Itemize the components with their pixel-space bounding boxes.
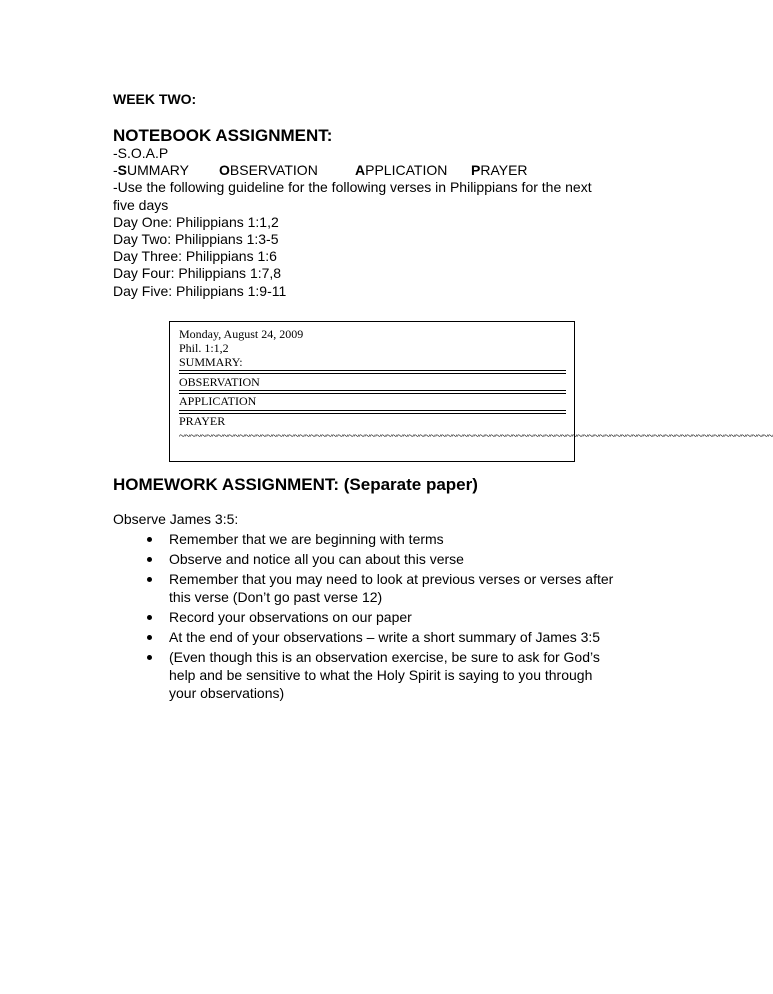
homework-intro: Observe James 3:5: [113,511,239,527]
list-item: At the end of your observations – write a short summary of James 3:5 [113,628,673,646]
homework-heading: HOMEWORK ASSIGNMENT: (Separate paper) [113,475,478,494]
day-item: Day One: Philippians 1:1,2 [113,213,279,230]
soap-words-row [113,162,653,179]
list-item: (Even though this is an observation exercise, be sure to ask for God’s help and be sensitive to what the Holy Spirit is saying to you through your observations) [113,648,673,702]
soap-word-prayer: PRAYER [471,162,528,179]
divider-rule [179,370,566,374]
day-item: Day Three: Philippians 1:6 [113,248,277,265]
notebook-body [113,145,653,300]
guideline-line-1: -Use the following guideline for the following verses in Philippians for the next [113,179,592,196]
bullet-icon [147,577,152,582]
day-item: Day Five: Philippians 1:9-11 [113,282,287,299]
day-item: Day Four: Philippians 1:7,8 [113,265,282,282]
bullet-icon [147,615,152,620]
tilde-line: ~~~~~~~~~~~~~~~~~~~~~~~~~~~~~~~~~~~~~~~~~~~~~~~~~~~~~~~~~~~~~~~~~~~~~~~~~~~~~~~~~~~~~~~~~~~~~~~~~~~~~~~~~~~~~ [179,430,773,442]
guideline-line-2: five days [113,196,169,213]
example-journal-box [169,321,773,462]
soap-word-summary: -SUMMARY [113,162,189,179]
bullet-icon [147,537,152,542]
bullet-icon [147,655,152,660]
soap-word-application: APPLICATION [355,162,448,179]
notebook-heading: NOTEBOOK ASSIGNMENT: [113,126,333,145]
homework-bullet-list [113,530,673,704]
example-date: Monday, August 24, 2009 [179,327,304,341]
list-item: Record your observations on our paper [113,608,673,626]
soap-word-observation: OBSERVATION [219,162,318,179]
list-item: Remember that we are beginning with terms [113,530,673,548]
example-observation-label: OBSERVATION [179,375,260,389]
example-verse: Phil. 1:1,2 [179,341,229,355]
bullet-icon [147,635,152,640]
example-summary-label: SUMMARY: [179,355,243,369]
list-item: Remember that you may need to look at previous verses or verses after this verse (Don’t go past verse 12) [113,570,673,606]
example-prayer-label: PRAYER [179,414,226,428]
soap-abbrev: -S.O.A.P [113,145,169,161]
bullet-icon [147,557,152,562]
example-application-label: APPLICATION [179,394,257,408]
divider-rule [179,410,566,414]
day-item: Day Two: Philippians 1:3-5 [113,231,279,248]
list-item: Observe and notice all you can about this verse [113,550,673,568]
week-title: WEEK TWO: [113,91,197,107]
